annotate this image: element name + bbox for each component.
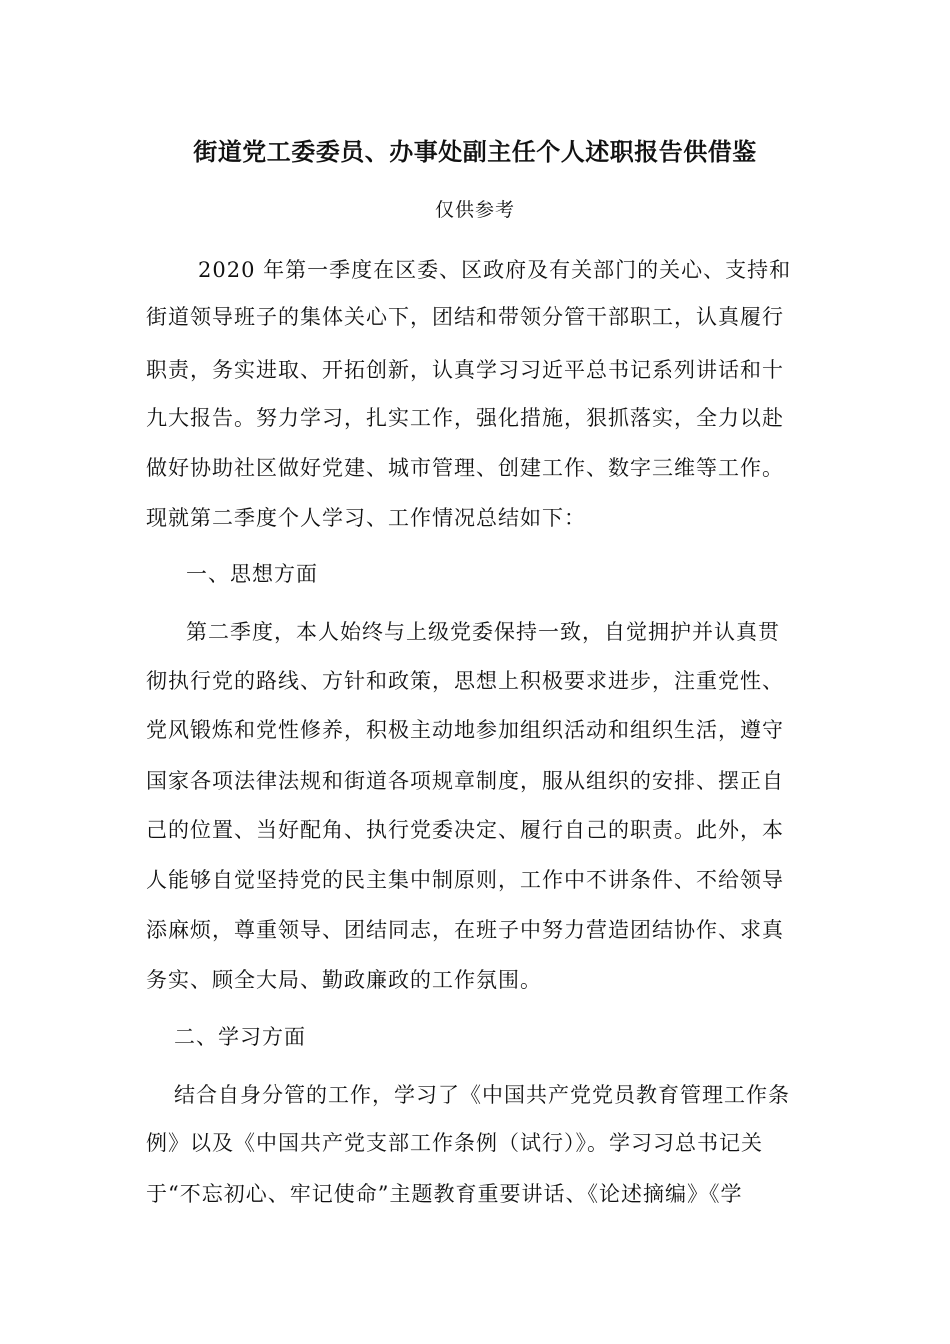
section1-line: 添麻烦，尊重领导、团结同志，在班子中努力营造团结协作、求真 bbox=[146, 918, 784, 942]
section1-line: 己的位置、当好配角、执行党委决定、履行自己的职责。此外，本 bbox=[146, 818, 784, 842]
intro-line: 现就第二季度个人学习、工作情况总结如下： bbox=[146, 506, 586, 530]
section2-line: 例》以及《中国共产党支部工作条例（试行）》。学习习总书记关 bbox=[146, 1131, 763, 1155]
section1-line: 彻执行党的路线、方针和政策，思想上积极要求进步，注重党性、 bbox=[146, 669, 784, 693]
intro-line: 做好协助社区做好党建、城市管理、创建工作、数字三维等工作。 bbox=[146, 456, 784, 480]
document-title: 街道党工委委员、办事处副主任个人述职报告供借鉴 bbox=[193, 137, 757, 166]
section2-line: 结合自身分管的工作，学习了《中国共产党党员教育管理工作条 bbox=[174, 1083, 790, 1107]
section-heading-study: 二、学习方面 bbox=[174, 1025, 306, 1049]
intro-line: 职责，务实进取、开拓创新，认真学习习近平总书记系列讲话和十 bbox=[146, 358, 784, 382]
section1-line: 第二季度，本人始终与上级党委保持一致，自觉拥护并认真贯 bbox=[186, 620, 780, 644]
section1-line: 务实、顾全大局、勤政廉政的工作氛围。 bbox=[146, 968, 542, 992]
section-heading-thought: 一、思想方面 bbox=[186, 562, 318, 586]
section1-line: 国家各项法律法规和街道各项规章制度，服从组织的安排、摆正自 bbox=[146, 769, 784, 793]
intro-line: 2020 年第一季度在区委、区政府及有关部门的关心、支持和 bbox=[198, 258, 792, 282]
section2-line: 于“不忘初心、牢记使命”主题教育重要讲话、《论述摘编》《学 bbox=[146, 1182, 743, 1206]
document-subtitle: 仅供参考 bbox=[434, 199, 515, 221]
intro-line: 街道领导班子的集体关心下，团结和带领分管干部职工，认真履行 bbox=[146, 305, 784, 329]
intro-line: 九大报告。努力学习，扎实工作，强化措施，狠抓落实，全力以赴 bbox=[146, 406, 784, 430]
section1-line: 党风锻炼和党性修养，积极主动地参加组织活动和组织生活，遵守 bbox=[146, 718, 784, 742]
section1-line: 人能够自觉坚持党的民主集中制原则，工作中不讲条件、不给领导 bbox=[146, 868, 784, 892]
